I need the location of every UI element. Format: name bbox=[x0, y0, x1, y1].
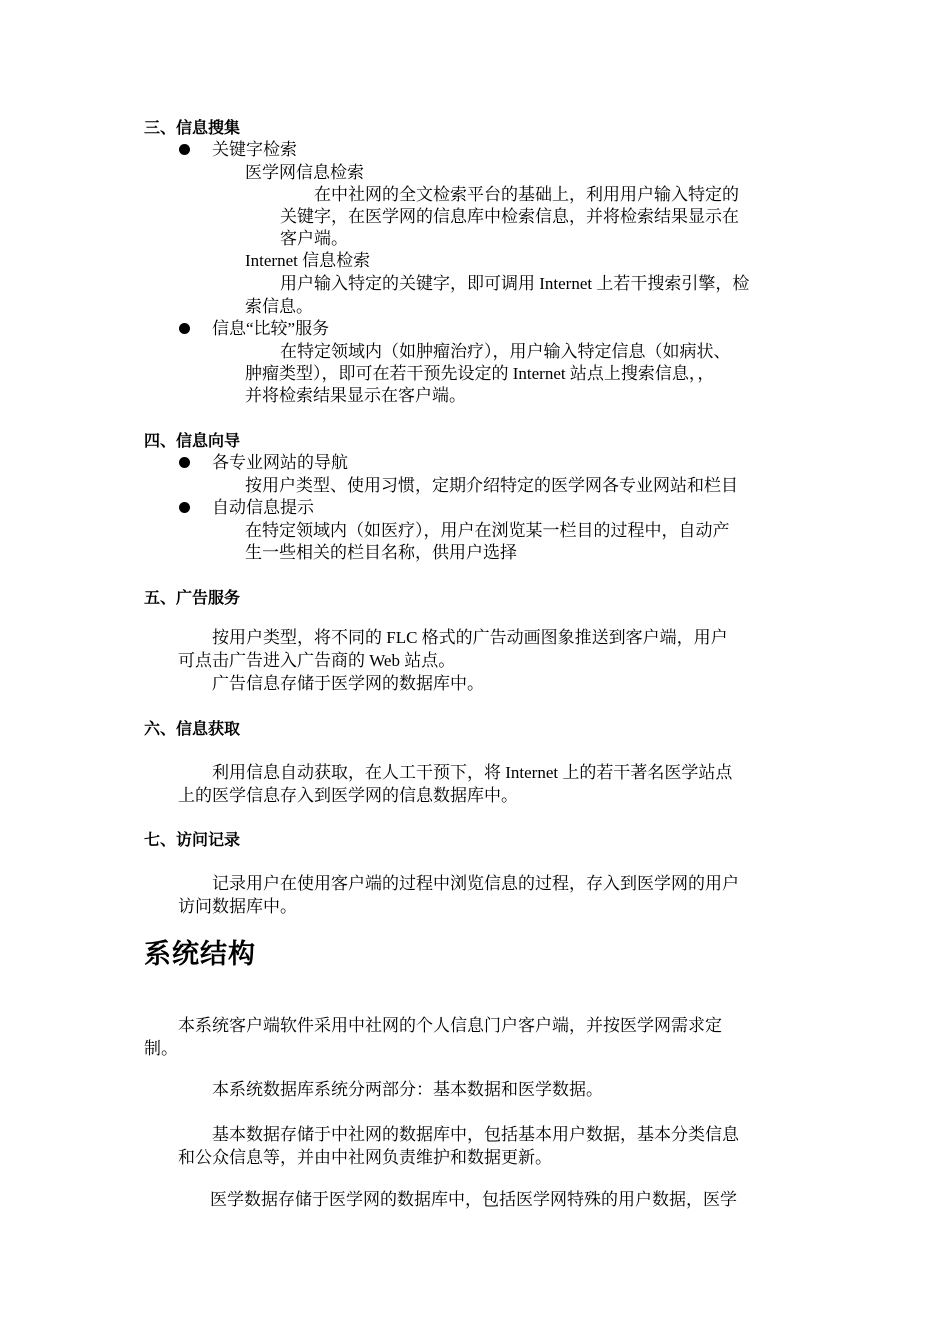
bullet-icon bbox=[179, 323, 190, 334]
paragraph-line: 在特定领域内（如肿瘤治疗），用户输入特定信息（如病状、 bbox=[280, 342, 731, 361]
section-heading-ad-service: 五、广告服务 bbox=[144, 588, 241, 607]
paragraph-line: 上的医学信息存入到医学网的信息数据库中。 bbox=[178, 786, 518, 805]
paragraph-line: 利用信息自动获取，在人工干预下，将 Internet 上的若干著名医学站点 bbox=[212, 763, 733, 782]
bullet-item-auto-hint: 自动信息提示 bbox=[212, 498, 314, 517]
subheading-internet-search: Internet 信息检索 bbox=[245, 251, 371, 270]
bullet-icon bbox=[179, 457, 190, 468]
paragraph-line: 可点击广告进入广告商的 Web 站点。 bbox=[178, 651, 456, 670]
section-heading-info-collection: 三、信息搜集 bbox=[144, 118, 241, 137]
paragraph-line: 关键字，在医学网的信息库中检索信息，并将检索结果显示在 bbox=[280, 207, 739, 226]
bullet-item-keyword-search: 关键字检索 bbox=[212, 140, 297, 159]
bullet-item-site-navigation: 各专业网站的导航 bbox=[212, 453, 348, 472]
paragraph-line: 肿瘤类型），即可在若干预先设定的 Internet 站点上搜索信息，， bbox=[245, 364, 715, 383]
section-heading-info-acquisition: 六、信息获取 bbox=[144, 719, 241, 738]
paragraph-line: 生一些相关的栏目名称，供用户选择 bbox=[245, 543, 517, 562]
section-heading-info-guide: 四、信息向导 bbox=[144, 431, 241, 450]
paragraph-line: 在中社网的全文检索平台的基础上，利用用户输入特定的 bbox=[314, 185, 739, 204]
paragraph-line: 并将检索结果显示在客户端。 bbox=[245, 386, 466, 405]
section-heading-access-log: 七、访问记录 bbox=[144, 830, 241, 849]
paragraph-line: 按用户类型、使用习惯，定期介绍特定的医学网各专业网站和栏目 bbox=[245, 476, 738, 495]
bullet-icon bbox=[179, 502, 190, 513]
paragraph-line: 访问数据库中。 bbox=[178, 897, 297, 916]
paragraph-line: 本系统客户端软件采用中社网的个人信息门户客户端，并按医学网需求定 bbox=[178, 1016, 722, 1035]
paragraph-line: 本系统数据库系统分两部分：基本数据和医学数据。 bbox=[212, 1080, 603, 1099]
paragraph-line: 索信息。 bbox=[245, 297, 313, 316]
paragraph-line: 用户输入特定的关键字，即可调用 Internet 上若干搜索引擎，检 bbox=[280, 274, 750, 293]
paragraph-line: 和公众信息等，并由中社网负责维护和数据更新。 bbox=[178, 1148, 552, 1167]
paragraph-line: 医学数据存储于医学网的数据库中，包括医学网特殊的用户数据，医学 bbox=[210, 1190, 737, 1209]
subheading-medical-search: 医学网信息检索 bbox=[245, 163, 364, 182]
paragraph-line: 记录用户在使用客户端的过程中浏览信息的过程，存入到医学网的用户 bbox=[212, 874, 739, 893]
paragraph-line: 广告信息存储于医学网的数据库中。 bbox=[212, 674, 484, 693]
page-title-system-architecture: 系统结构 bbox=[144, 939, 256, 970]
paragraph-line: 按用户类型，将不同的 FLC 格式的广告动画图象推送到客户端，用户 bbox=[212, 628, 728, 647]
paragraph-line: 在特定领域内（如医疗），用户在浏览某一栏目的过程中，自动产 bbox=[245, 521, 730, 540]
bullet-icon bbox=[179, 144, 190, 155]
paragraph-line: 客户端。 bbox=[280, 229, 348, 248]
paragraph-line: 基本数据存储于中社网的数据库中，包括基本用户数据，基本分类信息 bbox=[212, 1125, 739, 1144]
bullet-item-compare-service: 信息“比较”服务 bbox=[212, 319, 330, 338]
paragraph-line: 制。 bbox=[144, 1039, 178, 1058]
